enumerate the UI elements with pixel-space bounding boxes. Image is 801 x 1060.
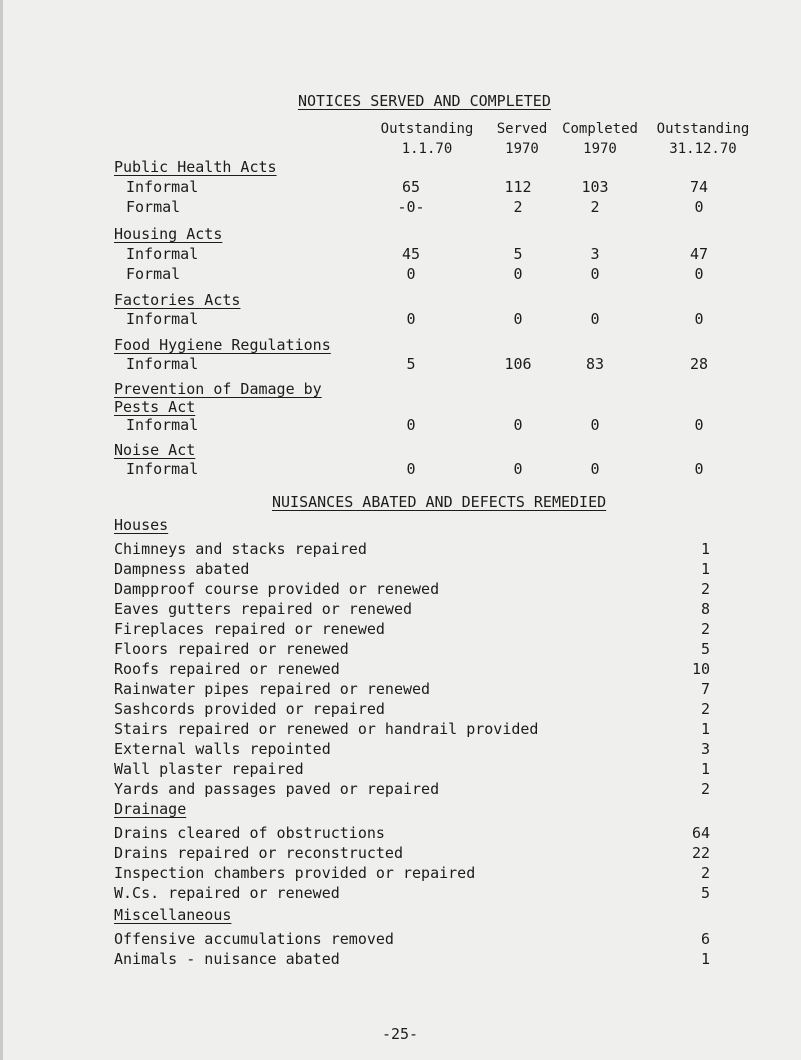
list-item-count: 1 [700, 560, 710, 578]
cell-value: 0 [513, 416, 523, 434]
cell-value: 112 [504, 178, 532, 196]
cell-value: -0- [397, 198, 425, 216]
page-number: -25- [381, 1025, 419, 1043]
cell-value: 3 [590, 245, 600, 263]
list-item-label: Roofs repaired or renewed [114, 660, 340, 678]
row-label: Informal [126, 310, 199, 328]
list-item-label: External walls repointed [114, 740, 331, 758]
list-item-label: Stairs repaired or renewed or handrail provided [114, 720, 539, 738]
list-item-count: 2 [700, 700, 710, 718]
list-item-count: 3 [700, 740, 710, 758]
list-item-label: Dampproof course provided or renewed [114, 580, 440, 598]
row-label: Informal [126, 355, 199, 373]
row-label: Formal [126, 265, 181, 283]
list-item-count: 2 [700, 620, 710, 638]
cell-value: 0 [694, 198, 704, 216]
row-label: Formal [126, 198, 181, 216]
row-label: Informal [126, 416, 199, 434]
cell-value: 0 [694, 265, 704, 283]
col-header-outstanding-end-date: 31.12.70 [669, 141, 737, 157]
col-header-served: Served [496, 121, 548, 137]
col-header-completed-year: 1970 [583, 141, 617, 157]
cell-value: 0 [590, 310, 600, 328]
list-item-label: Dampness abated [114, 560, 250, 578]
list-item-label: Sashcords provided or repaired [114, 700, 385, 718]
section-heading: Food Hygiene Regulations [114, 336, 331, 354]
cell-value: 83 [585, 355, 605, 373]
list-item-count: 8 [700, 600, 710, 618]
list-item-count: 10 [691, 660, 710, 678]
section-heading: Noise Act [114, 441, 196, 459]
cell-value: 0 [694, 310, 704, 328]
list-item-count: 5 [700, 640, 710, 658]
cell-value: 106 [504, 355, 532, 373]
cell-value: 0 [694, 416, 704, 434]
col-header-outstanding-start: Outstanding [380, 121, 474, 137]
group-heading: Drainage [114, 800, 187, 818]
list-item-count: 2 [700, 580, 710, 598]
col-header-outstanding-start-date: 1.1.70 [401, 141, 453, 157]
cell-value: 0 [590, 265, 600, 283]
list-item-label: Inspection chambers provided or repaired [114, 864, 476, 882]
list-item-label: Floors repaired or renewed [114, 640, 349, 658]
list-item-label: Eaves gutters repaired or renewed [114, 600, 413, 618]
list-item-count: 1 [700, 760, 710, 778]
list-item-count: 22 [691, 844, 710, 862]
list-item-count: 7 [700, 680, 710, 698]
page-edge [0, 0, 3, 1060]
cell-value: 65 [401, 178, 421, 196]
list-item-count: 64 [691, 824, 710, 842]
list-item-count: 2 [700, 780, 710, 798]
cell-value: 0 [513, 310, 523, 328]
cell-value: 5 [513, 245, 523, 263]
cell-value: 47 [689, 245, 709, 263]
col-header-outstanding-end: Outstanding [656, 121, 750, 137]
row-label: Informal [126, 178, 199, 196]
list-item-label: Fireplaces repaired or renewed [114, 620, 385, 638]
list-item-label: Rainwater pipes repaired or renewed [114, 680, 431, 698]
list-item-label: Drains repaired or reconstructed [114, 844, 403, 862]
list-item-label: Drains cleared of obstructions [114, 824, 385, 842]
list-item-count: 1 [700, 950, 710, 968]
notices-title: NOTICES SERVED AND COMPLETED [298, 92, 551, 110]
section-heading-continued: Pests Act [114, 398, 196, 416]
group-heading: Houses [114, 516, 169, 534]
list-item-count: 6 [700, 930, 710, 948]
list-item-label: Offensive accumulations removed [114, 930, 394, 948]
list-item-count: 1 [700, 720, 710, 738]
cell-value: 2 [513, 198, 523, 216]
cell-value: 5 [406, 355, 416, 373]
col-header-served-year: 1970 [505, 141, 539, 157]
cell-value: 28 [689, 355, 709, 373]
row-label: Informal [126, 245, 199, 263]
cell-value: 0 [513, 265, 523, 283]
cell-value: 45 [401, 245, 421, 263]
section-heading: Prevention of Damage by [114, 380, 322, 398]
cell-value: 103 [581, 178, 609, 196]
cell-value: 0 [694, 460, 704, 478]
cell-value: 0 [513, 460, 523, 478]
list-item-count: 5 [700, 884, 710, 902]
cell-value: 0 [406, 265, 416, 283]
cell-value: 0 [406, 310, 416, 328]
section-heading: Factories Acts [114, 291, 241, 309]
list-item-count: 1 [700, 540, 710, 558]
row-label: Informal [126, 460, 199, 478]
cell-value: 0 [406, 460, 416, 478]
list-item-count: 2 [700, 864, 710, 882]
cell-value: 0 [590, 416, 600, 434]
list-item-label: Yards and passages paved or repaired [114, 780, 440, 798]
section-heading: Public Health Acts [114, 158, 277, 176]
cell-value: 0 [590, 460, 600, 478]
group-heading: Miscellaneous [114, 906, 232, 924]
cell-value: 2 [590, 198, 600, 216]
col-header-completed: Completed [562, 121, 638, 137]
list-item-label: Wall plaster repaired [114, 760, 304, 778]
list-item-label: Chimneys and stacks repaired [114, 540, 367, 558]
list-item-label: Animals - nuisance abated [114, 950, 340, 968]
cell-value: 0 [406, 416, 416, 434]
list-item-label: W.Cs. repaired or renewed [114, 884, 340, 902]
nuisances-title: NUISANCES ABATED AND DEFECTS REMEDIED [272, 493, 607, 511]
cell-value: 74 [689, 178, 709, 196]
section-heading: Housing Acts [114, 225, 223, 243]
